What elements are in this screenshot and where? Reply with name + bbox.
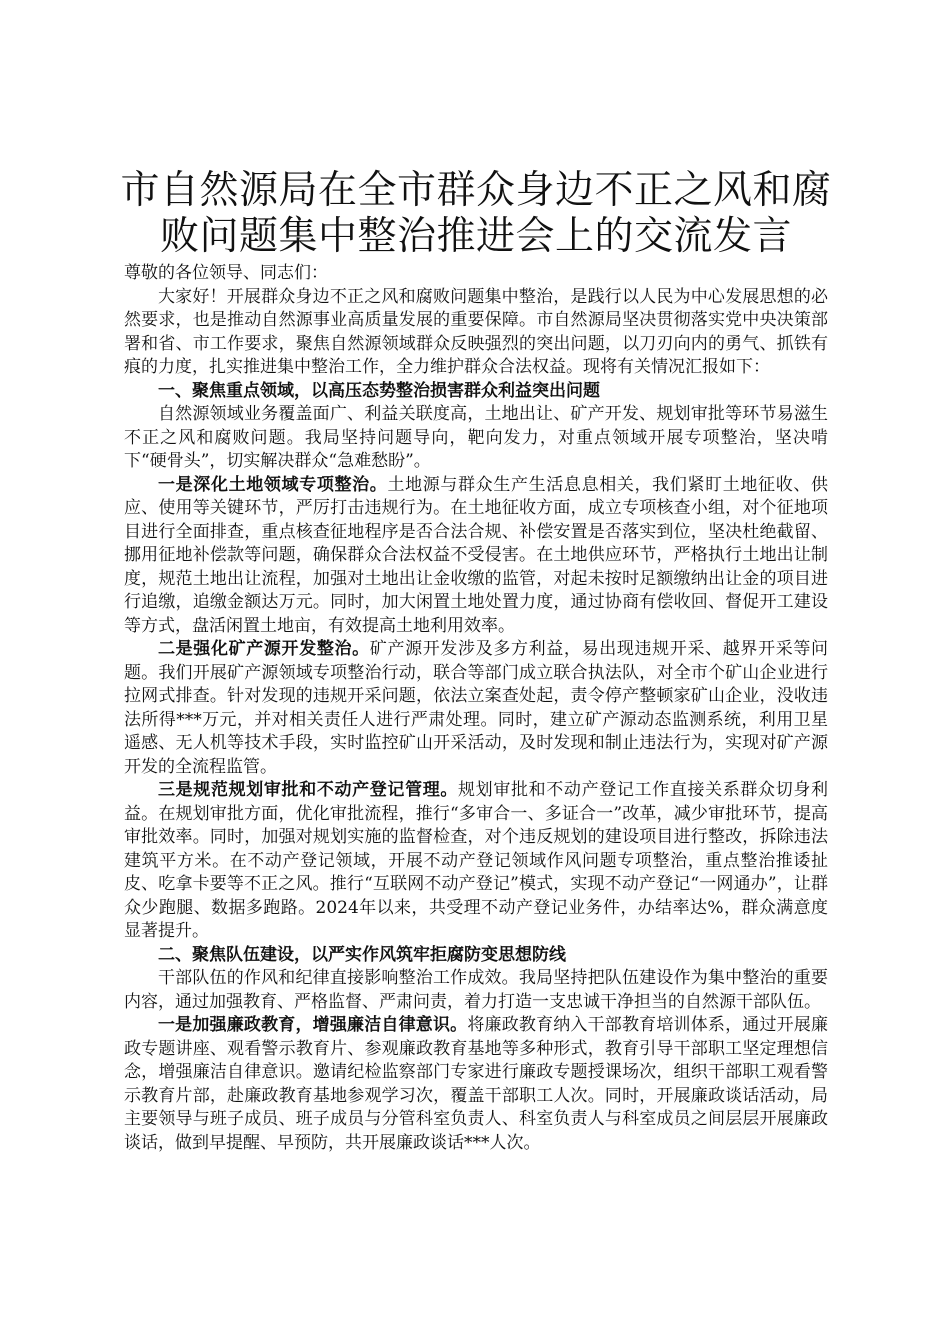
body-paragraph bbox=[124, 638, 828, 779]
document-page bbox=[120, 168, 832, 1155]
intro-paragraph: 大家好！开展群众身边不正之风和腐败问题集中整治，是践行以人民为中心发展思想的必然要求，也是推动自然源事业高质量发展的重要保障。市自然源局坚决贯彻落实党中央决策部署和省、市工作要求，聚焦自然源领域群众反映强烈的突出问题，以刀刃向内的勇气、抓铁有痕的力度，扎实推进集中整治工作，全力维护群众合法权益。现将有关情况汇报如下： bbox=[124, 286, 828, 377]
section-intro-paragraph: 干部队伍的作风和纪律直接影响整治工作成效。我局坚持把队伍建设作为集中整治的重要内容，通过加强教育、严格监督、严肃问责，着力打造一支忠诚干净担当的自然源干部队伍。 bbox=[124, 968, 828, 1012]
paragraph-text: 规划审批和不动产登记工作直接关系群众切身利益。在规划审批方面，优化审批流程，推行“多审合一、多证合一”改革，减少审批环节，提高审批效率。同时，加强对规划实施的监督检查，对个违反规划的建设项目进行整改，拆除违法建筑平方米。在不动产登记领域，开展不动产登记领域作风问题专项整治，重点整治推诿扯皮、吃拿卡要等不正之风。推行“互联网不动产登记”模式，实现不动产登记“一网通办”，让群众少跑腿、数据多跑路。2024年以来，共受理不动产登记业务件，办结率达%，群众满意度显著提升。 bbox=[124, 780, 829, 941]
paragraph-text: 将廉政教育纳入干部教育培训体系，通过开展廉政专题讲座、观看警示教育片、参观廉政教育基地等多种形式，教育引导干部职工坚定理想信念，增强廉洁自律意识。邀请纪检监察部门专家进行廉政专题授课场次，组织干部职工观看警示教育片部，赴廉政教育基地参观学习次，覆盖干部职工人次。同时，开展廉政谈话活动，局主要领导与班子成员、班子成员与分管科室负责人、科室负责人与科室成员之间层层开展廉政谈话，做到早提醒、早预防，共开展廉政谈话***人次。 bbox=[124, 1015, 829, 1153]
section-heading: 一、聚焦重点领域，以高压态势整治损害群众利益突出问题 bbox=[158, 380, 600, 401]
paragraph-lead: 二是强化矿产源开发整治。 bbox=[158, 639, 370, 659]
paragraph-text: 矿产源开发涉及多方利益，易出现违规开采、越界开采等问题。我们开展矿产源领域专项整治行动，联合等部门成立联合执法队，对全市个矿山企业进行拉网式排查。针对发现的违规开采问题，依法立案查处起，责令停产整顿家矿山企业，没收违法所得***万元，并对相关责任人进行严肃处理。同时，建立矿产源动态监测系统，利用卫星遥感、无人机等技术手段，实时监控矿山开采活动，及时发现和制止违法行为，实现对矿产源开发的全流程监管。 bbox=[124, 639, 829, 777]
section-heading: 二、聚焦队伍建设，以严实作风筑牢拒腐防变思想防线 bbox=[158, 944, 566, 965]
paragraph-lead: 一是加强廉政教育，增强廉洁自律意识。 bbox=[158, 1015, 468, 1035]
body-paragraph bbox=[124, 1014, 828, 1155]
salutation: 尊敬的各位领导、同志们： bbox=[124, 263, 328, 283]
paragraph-text: 土地源与群众生产生活息息相关，我们紧盯土地征收、供应、使用等关键环节，严厉打击违规行为。在土地征收方面，成立专项核查小组，对个征地项目进行全面排查，重点核查征地程序是否合法合规、补偿安置是否落实到位，坚决杜绝截留、挪用征地补偿款等问题，确保群众合法权益不受侵害。在土地供应环节，严格执行土地出让制度，规范土地出让流程，加强对土地出让金收缴的监管，对起未按时足额缴纳出让金的项目进行追缴，追缴金额达万元。同时，加大闲置土地处置力度，通过协商有偿收回、督促开工建设等方式，盘活闲置土地亩，有效提高土地利用效率。 bbox=[124, 474, 829, 636]
paragraph-lead: 一是深化土地领域专项整治。 bbox=[158, 474, 388, 495]
body-paragraph bbox=[124, 474, 828, 639]
section-intro-paragraph: 自然源领域业务覆盖面广、利益关联度高，土地出让、矿产开发、规划审批等环节易滋生不正之风和腐败问题。我局坚持问题导向，靶向发力，对重点领域开展专项整治，坚决啃下“硬骨头”，切实解决群众“急难愁盼”。 bbox=[124, 404, 828, 471]
paragraph-lead: 三是规范规划审批和不动产登记管理。 bbox=[158, 780, 459, 800]
document-title: 市自然源局在全市群众身边不正之风和腐败问题集中整治推进会上的交流发言 bbox=[120, 168, 832, 259]
body-paragraph bbox=[124, 779, 828, 944]
